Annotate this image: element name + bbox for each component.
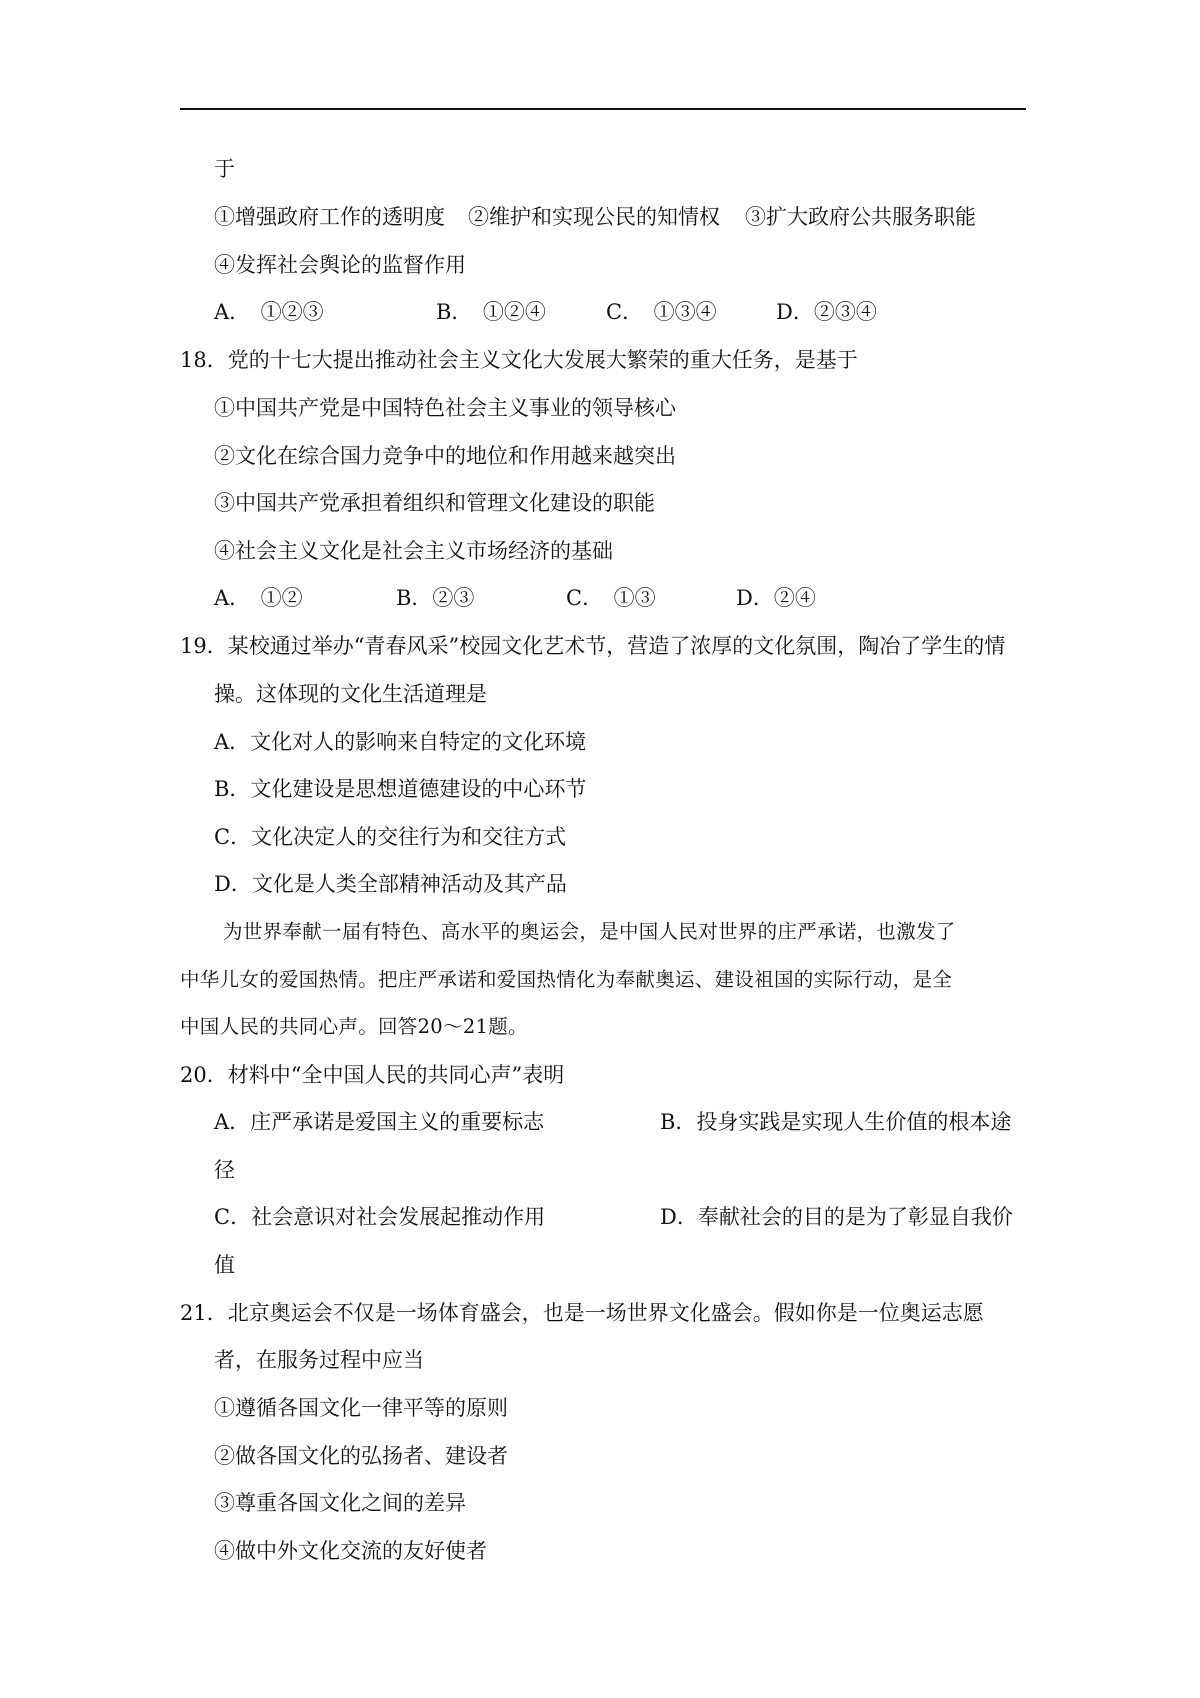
q20-option-b-wrap: 径 — [214, 1158, 235, 1182]
q20-option-b: B．投身实践是实现人生价值的根本途 — [660, 1110, 1012, 1134]
q21-stem-line-1: 21．北京奥运会不仅是一场体育盛会，也是一场世界文化盛会。假如你是一位奥运志愿 — [180, 1301, 984, 1325]
q19-option-b: B．文化建设是思想道德建设的中心环节 — [214, 777, 587, 801]
q19-option-d: D．文化是人类全部精神活动及其产品 — [214, 872, 567, 896]
q17-option-b: B． ①②④ — [436, 300, 546, 324]
q18-item-4: ④社会主义文化是社会主义市场经济的基础 — [214, 539, 613, 563]
q18-option-b: B．②③ — [396, 586, 475, 610]
q17-stem-tail: 于 — [214, 157, 235, 181]
q18-option-d: D．②④ — [736, 586, 816, 610]
q18-option-a: A． ①② — [214, 586, 303, 610]
material-line-1: 为世界奉献一届有特色、高水平的奥运会，是中国人民对世界的庄严承诺，也激发了 — [223, 920, 956, 943]
q20-option-d-wrap: 值 — [214, 1253, 235, 1277]
q17-item-4: ④发挥社会舆论的监督作用 — [214, 253, 466, 277]
q21-item-1: ①遵循各国文化一律平等的原则 — [214, 1396, 508, 1420]
q18-item-3: ③中国共产党承担着组织和管理文化建设的职能 — [214, 491, 655, 515]
q21-item-4: ④做中外文化交流的友好使者 — [214, 1539, 487, 1563]
q17-option-a: A． ①②③ — [214, 300, 324, 324]
q20-option-a: A．庄严承诺是爱国主义的重要标志 — [214, 1110, 545, 1134]
q19-option-c: C．文化决定人的交往行为和交往方式 — [214, 825, 567, 849]
q21-item-3: ③尊重各国文化之间的差异 — [214, 1491, 466, 1515]
q21-stem-line-2: 者，在服务过程中应当 — [214, 1348, 424, 1372]
material-line-3: 中国人民的共同心声。回答20～21题。 — [180, 1015, 528, 1038]
q18-stem: 18．党的十七大提出推动社会主义文化大发展大繁荣的重大任务，是基于 — [180, 348, 858, 372]
q20-option-c: C．社会意识对社会发展起推动作用 — [214, 1205, 546, 1229]
q17-option-c: C． ①③④ — [606, 300, 717, 324]
q17-item-2: ②维护和实现公民的知情权 — [468, 205, 720, 229]
q19-stem-line-2: 操。这体现的文化生活道理是 — [214, 682, 487, 706]
q17-option-d: D．②③④ — [776, 300, 877, 324]
q21-item-2: ②做各国文化的弘扬者、建设者 — [214, 1444, 508, 1468]
q18-item-1: ①中国共产党是中国特色社会主义事业的领导核心 — [214, 396, 676, 420]
q20-stem: 20．材料中“全中国人民的共同心声”表明 — [180, 1063, 565, 1087]
q18-item-2: ②文化在综合国力竞争中的地位和作用越来越突出 — [214, 444, 676, 468]
q17-item-1: ①增强政府工作的透明度 — [214, 205, 445, 229]
q17-item-3: ③扩大政府公共服务职能 — [745, 205, 976, 229]
q20-option-d: D．奉献社会的目的是为了彰显自我价 — [660, 1205, 1013, 1229]
material-line-2: 中华儿女的爱国热情。把庄严承诺和爱国热情化为奉献奥运、建设祖国的实际行动，是全 — [180, 968, 953, 991]
q19-stem-line-1: 19．某校通过举办“青春风采”校园文化艺术节，营造了浓厚的文化氛围，陶冶了学生的情 — [180, 634, 1006, 658]
q18-option-c: C． ①③ — [566, 586, 656, 610]
q19-option-a: A．文化对人的影响来自特定的文化环境 — [214, 730, 587, 754]
header-rule — [180, 108, 1026, 110]
